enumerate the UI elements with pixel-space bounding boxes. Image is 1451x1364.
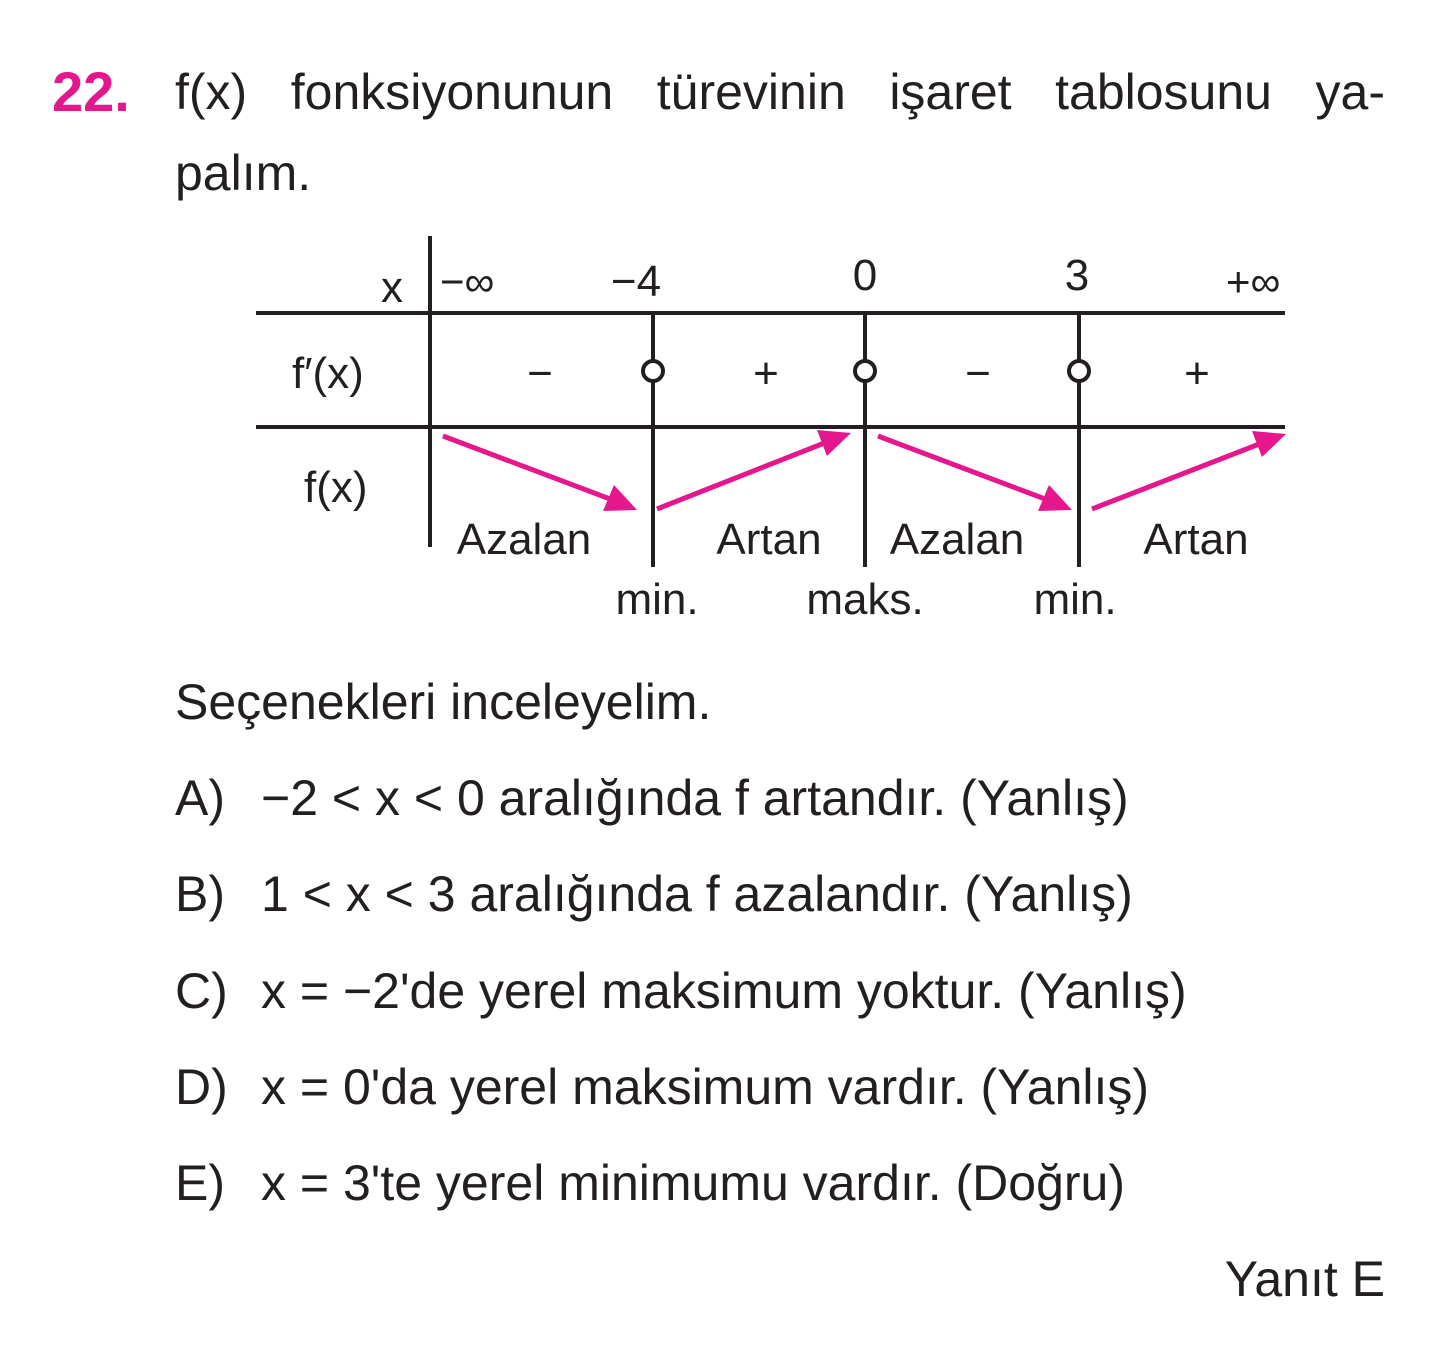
extremum-label: min.: [615, 575, 699, 624]
option-letter: D): [175, 1059, 228, 1115]
behavior-label: Artan: [1143, 515, 1249, 564]
derivative-sign: −: [527, 349, 553, 398]
options-intro: Seçenekleri inceleyelim.: [175, 674, 712, 730]
option-text: x = 0'da yerel maksimum vardır. (Yanlış): [261, 1059, 1150, 1115]
question-word: türevinin: [656, 64, 846, 120]
option-text: x = 3'te yerel minimumu vardır. (Doğru): [261, 1155, 1125, 1211]
row-label-f: f(x): [304, 463, 368, 512]
row-label-x: x: [381, 263, 403, 312]
option-a: [175, 768, 1129, 828]
decreasing-arrow: [443, 436, 637, 511]
option-text: 1 < x < 3 aralığında f azalandır. (Yanlış): [261, 866, 1133, 922]
option-letter: C): [175, 963, 228, 1019]
question-word: ya-: [1315, 64, 1385, 120]
behavior-label: Azalan: [456, 515, 592, 564]
x-value: −4: [610, 257, 662, 306]
option-e: [175, 1153, 1125, 1213]
option-text: −2 < x < 0 aralığında f artandır. (Yanlış): [261, 770, 1129, 826]
increasing-arrow: [1092, 431, 1286, 509]
derivative-sign: −: [965, 349, 991, 398]
option-text: x = −2'de yerel maksimum yoktur. (Yanlış): [261, 963, 1187, 1019]
x-value: 0: [852, 251, 878, 300]
extremum-label: min.: [1033, 575, 1117, 624]
x-value: 3: [1064, 251, 1090, 300]
option-letter: E): [175, 1155, 225, 1211]
question-word: tablosunu: [1055, 64, 1272, 120]
option-c: [175, 961, 1187, 1021]
option-d: [175, 1057, 1149, 1117]
derivative-sign: +: [1184, 349, 1210, 398]
extremum-label: maks.: [806, 575, 924, 624]
zero-marker: [643, 361, 663, 381]
x-value: +∞: [1226, 258, 1281, 305]
behavior-label: Artan: [716, 515, 822, 564]
question-number: 22.: [52, 60, 130, 123]
question-text-line2: palım.: [175, 145, 312, 201]
behavior-label: Azalan: [889, 515, 1025, 564]
decreasing-arrow: [878, 436, 1072, 511]
derivative-sign: +: [753, 349, 779, 398]
row-label-fprime: f′(x): [292, 349, 364, 398]
zero-marker: [1069, 361, 1089, 381]
question-word: işaret: [889, 64, 1012, 120]
x-value: −∞: [440, 258, 495, 305]
option-b: [175, 864, 1133, 924]
option-letter: B): [175, 866, 225, 922]
question-word: f(x): [175, 64, 248, 120]
zero-marker: [855, 361, 875, 381]
increasing-arrow: [657, 430, 851, 509]
answer-label: Yanıt E: [1224, 1251, 1385, 1307]
question-word: fonksiyonunun: [290, 64, 614, 120]
option-letter: A): [175, 770, 225, 826]
